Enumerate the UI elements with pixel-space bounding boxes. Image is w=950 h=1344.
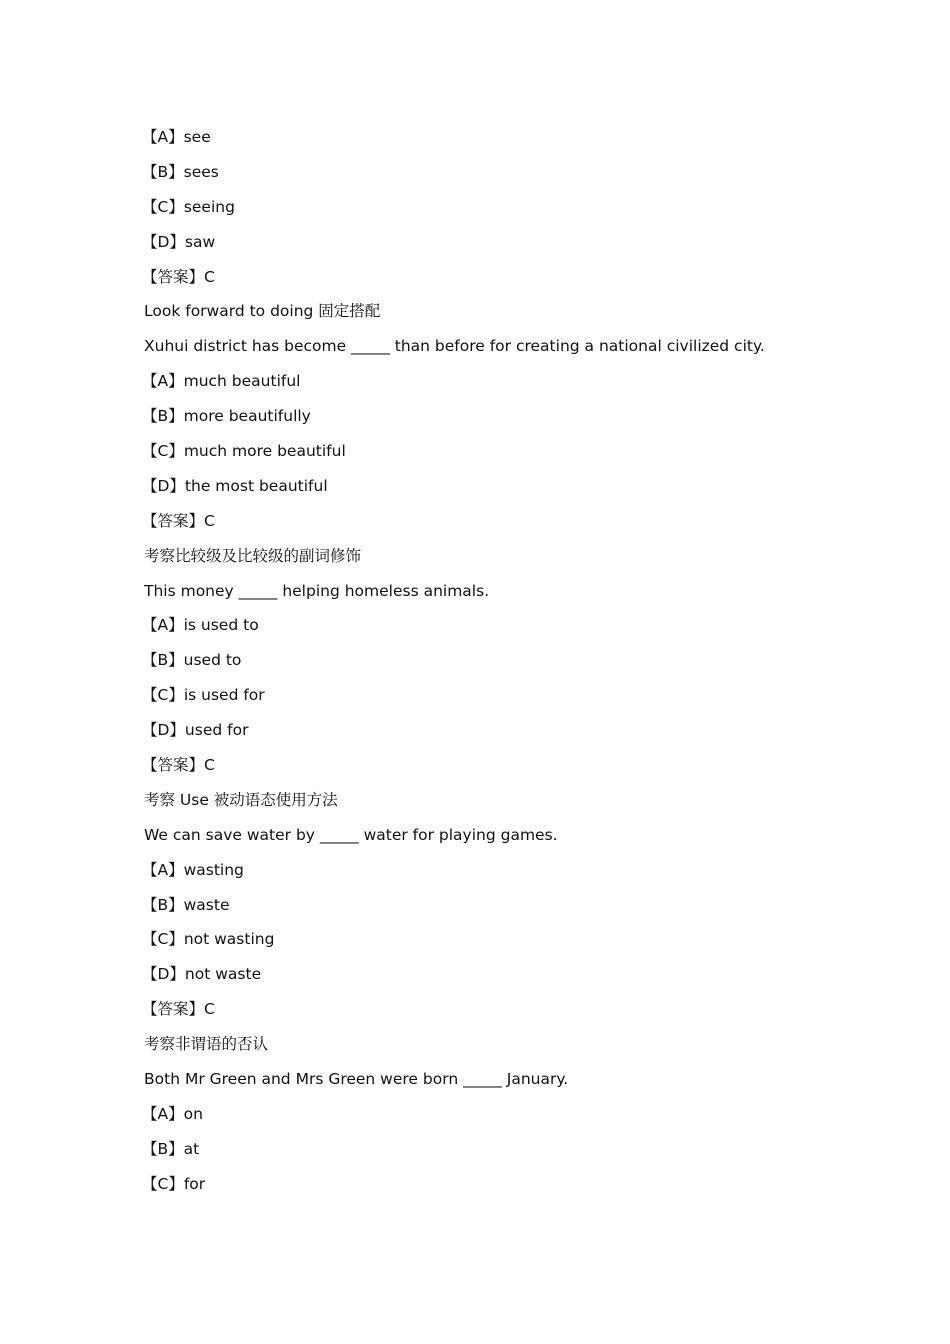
option-a: 【A】much beautiful: [142, 372, 301, 391]
option-c: 【C】not wasting: [142, 930, 275, 949]
explanation-line: 考察 Use 被动语态使用方法: [144, 790, 338, 809]
option-c: 【C】seeing: [142, 197, 235, 216]
option-c: 【C】much more beautiful: [142, 442, 346, 461]
option-d: 【D】used for: [142, 721, 249, 740]
question-line: This money _____ helping homeless animals.: [144, 581, 490, 600]
option-a: 【A】wasting: [142, 860, 244, 879]
answer-line: 【答案】C: [142, 511, 215, 530]
explanation-line: 考察比较级及比较级的副词修饰: [144, 546, 362, 565]
option-b: 【B】sees: [142, 162, 219, 181]
option-a: 【A】is used to: [142, 616, 259, 635]
option-b: 【B】waste: [142, 895, 230, 914]
option-a: 【A】on: [142, 1104, 203, 1123]
explanation-line: Look forward to doing 固定搭配: [144, 302, 381, 321]
question-line: We can save water by _____ water for playing games.: [144, 825, 558, 844]
document-page: [144, 120, 864, 1202]
option-d: 【D】the most beautiful: [142, 476, 328, 495]
option-b: 【B】used to: [142, 651, 242, 670]
explanation-line: 考察非谓语的否认: [144, 1035, 269, 1054]
answer-line: 【答案】C: [142, 1000, 215, 1019]
option-c: 【C】for: [142, 1174, 206, 1193]
option-d: 【D】saw: [142, 232, 216, 251]
option-a: 【A】see: [142, 128, 211, 146]
option-c: 【C】is used for: [142, 686, 265, 705]
question-line: Xuhui district has become _____ than before for creating a national civilized city.: [144, 337, 765, 356]
option-d: 【D】not waste: [142, 965, 262, 984]
answer-line: 【答案】C: [142, 267, 215, 286]
option-b: 【B】more beautifully: [142, 407, 311, 426]
answer-line: 【答案】C: [142, 756, 215, 775]
option-b: 【B】at: [142, 1139, 200, 1158]
question-line: Both Mr Green and Mrs Green were born _____ January.: [144, 1070, 569, 1089]
